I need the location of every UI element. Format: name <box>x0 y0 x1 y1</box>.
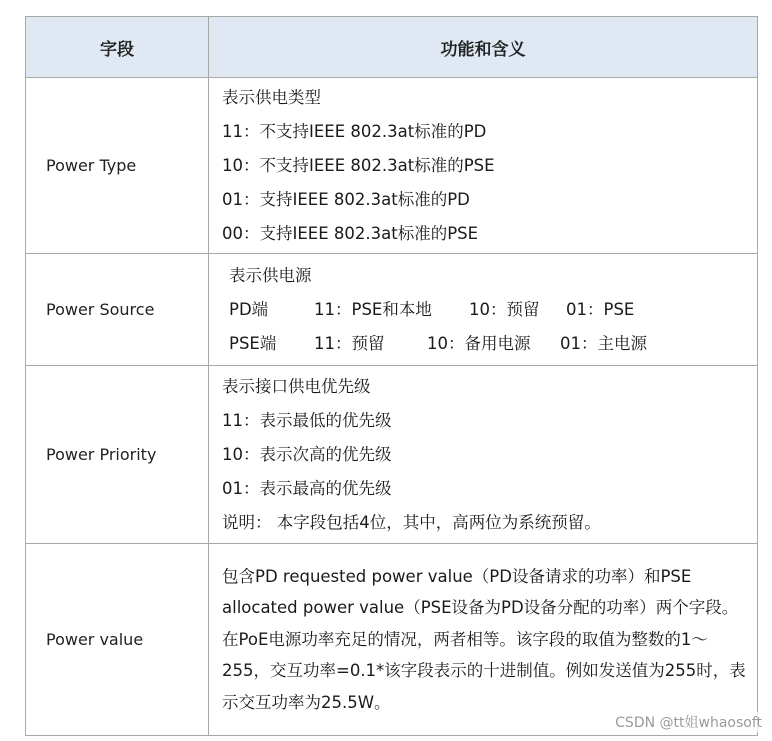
desc-line: 11：表示最低的优先级 <box>222 410 392 430</box>
desc-line: 01：表示最高的优先级 <box>222 478 392 498</box>
field-description <box>209 254 758 366</box>
pse-value-10: 10：备用电源 <box>427 333 531 353</box>
pse-line <box>222 327 749 361</box>
pd-value-01: 01：PSE <box>566 299 635 319</box>
table-row <box>26 366 758 544</box>
watermark: CSDN @tt姐whaosoft <box>615 712 762 732</box>
field-name: Power Source <box>26 254 209 366</box>
table-row <box>26 544 758 736</box>
pd-label: PD端 <box>229 299 269 319</box>
pse-label: PSE端 <box>229 333 277 353</box>
desc-line: 01：支持IEEE 802.3at标准的PD <box>222 189 470 209</box>
header-field: 字段 <box>26 17 209 78</box>
desc-paragraph: 包含PD requested power value（PD设备请求的功率）和PSE allocated power value（PSE设备为PD设备分配的功率）两个字段。在PoE电源功率充足的情况，两者相等。该字段的取值为整数的1～255，交互功率=0.1*该字段表示的十进制值。例如发送值为255时，表示交互功率为25.5W。 <box>222 566 746 712</box>
table-row <box>26 254 758 366</box>
desc-line: 表示接口供电优先级 <box>222 376 371 396</box>
desc-line: 00：支持IEEE 802.3at标准的PSE <box>222 223 479 243</box>
pd-line <box>222 293 749 327</box>
field-name: Power Priority <box>26 366 209 544</box>
pse-value-11: 11：预留 <box>314 333 385 353</box>
desc-line: 10：不支持IEEE 802.3at标准的PSE <box>222 155 495 175</box>
pd-value-10: 10：预留 <box>469 299 540 319</box>
desc-line: 10：表示次高的优先级 <box>222 444 392 464</box>
header-meaning: 功能和含义 <box>209 17 758 78</box>
field-description <box>209 366 758 544</box>
field-description <box>209 544 758 736</box>
desc-line: 11：不支持IEEE 802.3at标准的PD <box>222 121 487 141</box>
note-line: 说明： 本字段包括4位，其中，高两位为系统预留。 <box>222 512 601 532</box>
table-row <box>26 78 758 254</box>
pse-value-01: 01：主电源 <box>560 333 647 353</box>
poe-field-table <box>25 16 758 736</box>
field-name: Power value <box>26 544 209 736</box>
table-header-row <box>26 17 758 78</box>
desc-line: 表示供电类型 <box>222 87 321 107</box>
field-name: Power Type <box>26 78 209 254</box>
desc-line: 表示供电源 <box>229 265 312 285</box>
pd-value-11: 11：PSE和本地 <box>314 299 432 319</box>
field-description <box>209 78 758 254</box>
